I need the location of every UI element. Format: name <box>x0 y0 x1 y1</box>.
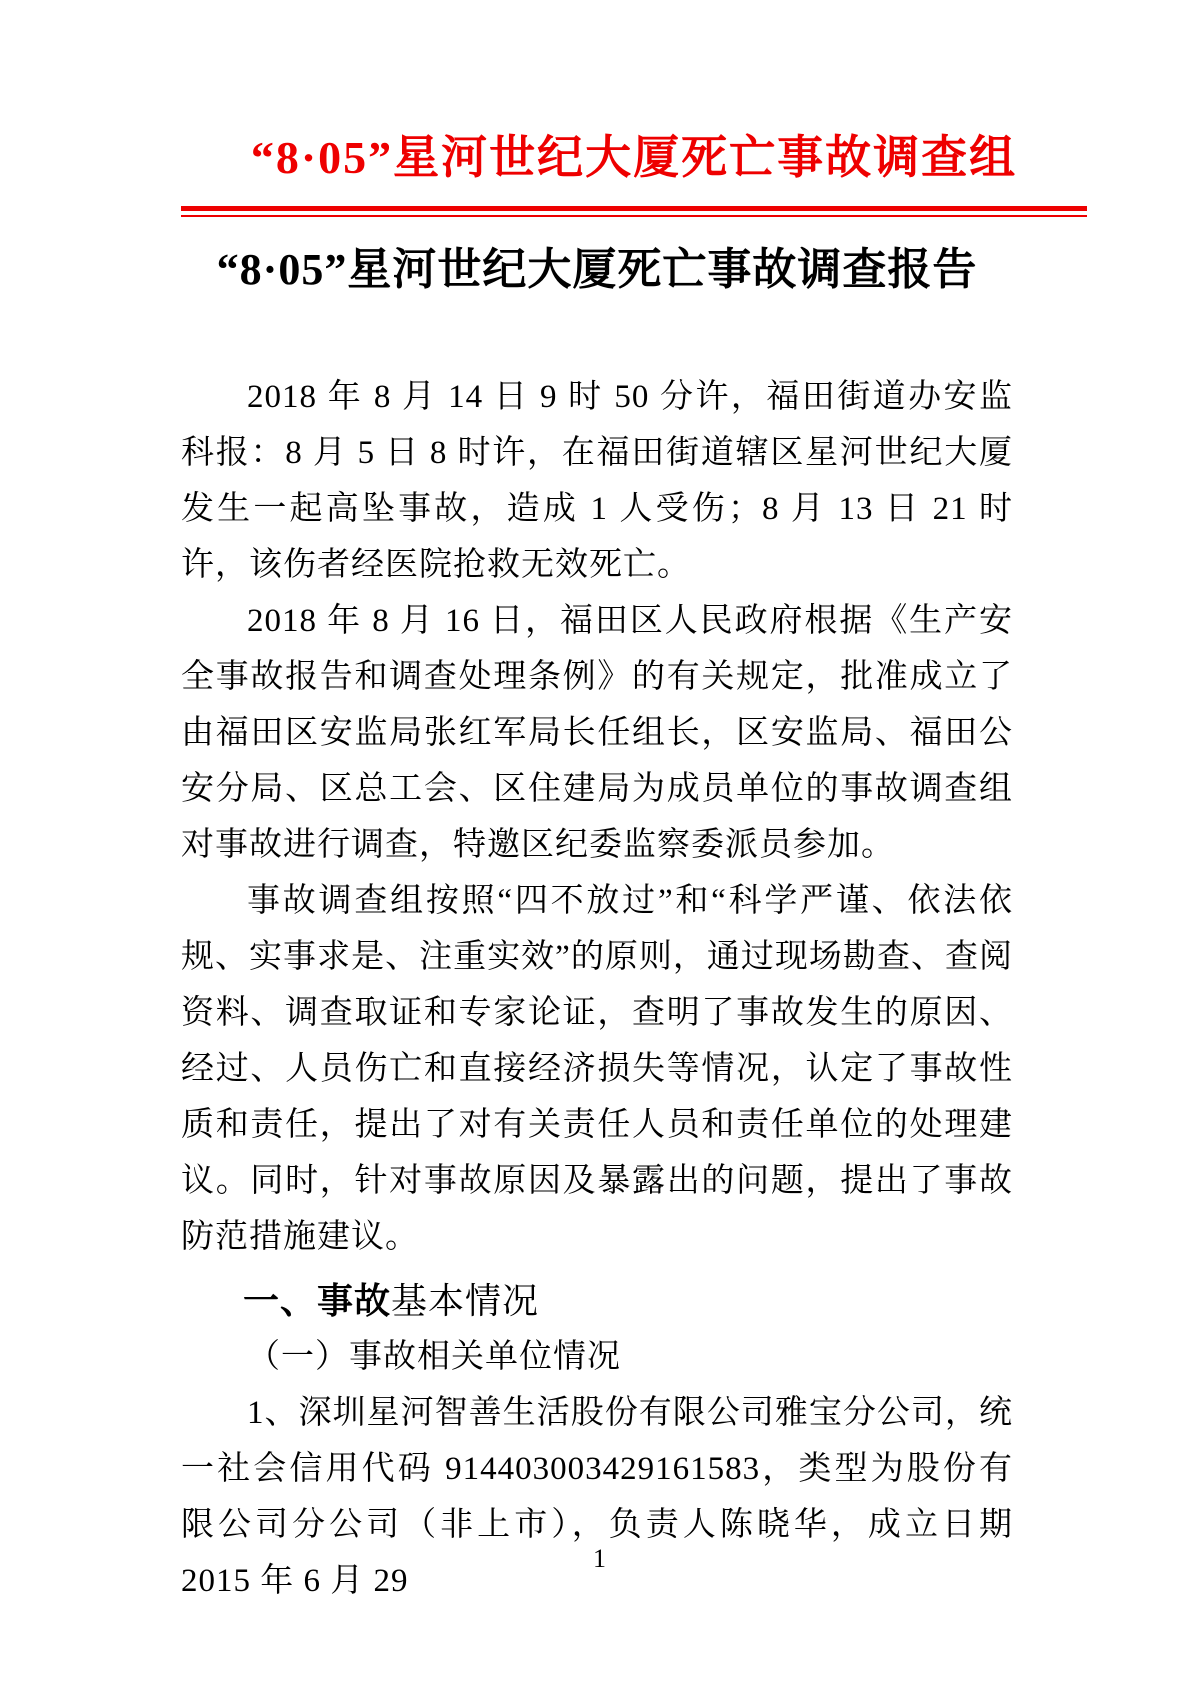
section-heading-strong-part: 一、事故 <box>243 1280 392 1321</box>
section-heading-normal-part: 基本情况 <box>391 1280 540 1321</box>
paragraph-investigation-principles: 事故调查组按照“四不放过”和“科学严谨、依法依规、实事求是、注重实效”的原则，通过现场勘查、查阅资料、调查取证和专家论证，查明了事故发生的原因、经过、人员伤亡和直接经济损失等情况，认定了事故性质和责任，提出了对有关责任人员和责任单位的处理建议。同时，针对事故原因及暴露出的问题，提出了事故防范措施建议。 <box>181 883 1013 1255</box>
paragraph-incident-report: 2018 年 8 月 14 日 9 时 50 分许，福田街道办安监科报：8 月 5 日 8 时许，在福田街道辖区星河世纪大厦发生一起高坠事故，造成 1 人受伤；8 月 13 日 21 时许，该伤者经医院抢救无效死亡。 <box>181 379 1013 583</box>
paragraph-company-info: 1、深圳星河智善生活股份有限公司雅宝分公司，统一社会信用代码 914403003429161583，类型为股份有限公司分公司（非上市），负责人陈晓华，成立日期 2015 年 6 月 29 <box>181 1395 1013 1599</box>
document-header <box>0 126 1199 217</box>
page-number: 1 <box>593 1544 606 1573</box>
divider-thick-line <box>181 206 1087 211</box>
paragraph-investigation-team: 2018 年 8 月 16 日，福田区人民政府根据《生产安全事故报告和调查处理条例》的有关规定，批准成立了由福田区安监局张红军局长任组长，区安监局、福田公安分局、区总工会、区住建局为成员单位的事故调查组对事故进行调查，特邀区纪委监察委派员参加。 <box>181 603 1013 863</box>
divider-thin-line <box>181 215 1087 217</box>
document-body <box>181 369 1013 1609</box>
header-divider <box>181 206 1087 217</box>
banner-title: “8·05”星河世纪大厦死亡事故调查组 <box>250 132 1018 183</box>
document-title: “8·05”星河世纪大厦死亡事故调查报告 <box>216 245 978 294</box>
section-heading-basic-situation <box>181 1273 1013 1329</box>
subsection-heading-related-units: （一）事故相关单位情况 <box>247 1339 621 1375</box>
page-footer <box>0 1544 1199 1574</box>
